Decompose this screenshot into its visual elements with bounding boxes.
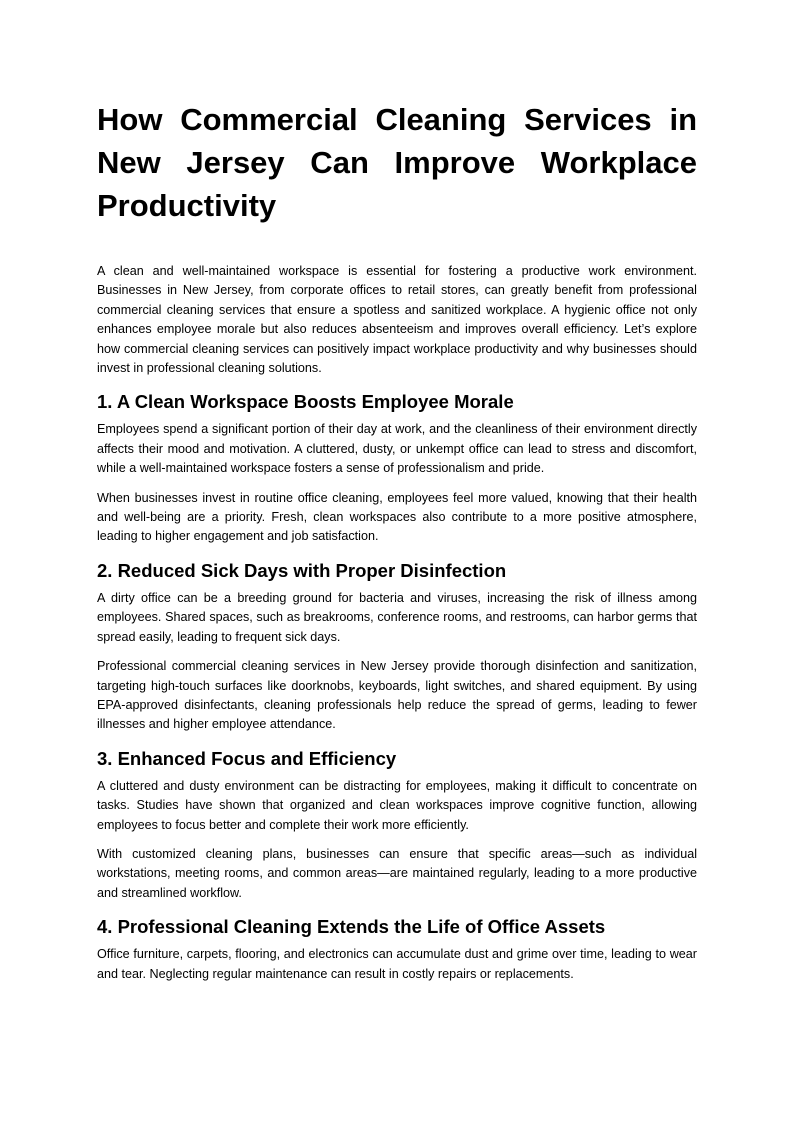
section-heading: 4. Professional Cleaning Extends the Life of Office Assets: [97, 916, 606, 938]
section-focus-efficiency: [97, 747, 697, 903]
section-office-assets: [97, 915, 697, 984]
section-paragraph: With customized cleaning plans, businesses can ensure that specific areas—such as individual workstations, meeting rooms, and common areas—are maintained regularly, leading to a more productive and streamlined workflow.: [97, 846, 697, 900]
document-page: [97, 98, 697, 994]
section-employee-morale: [97, 390, 697, 546]
section-heading: 1. A Clean Workspace Boosts Employee Morale: [97, 391, 514, 413]
section-paragraph: Professional commercial cleaning services in New Jersey provide thorough disinfection and sanitization, targeting high-touch surfaces like doorknobs, keyboards, light switches, and shared equipment. By using EPA-approved disinfectants, cleaning professionals help reduce the spread of germs, leading to fewer illnesses and higher employee attendance.: [97, 659, 697, 732]
section-paragraph: When businesses invest in routine office cleaning, employees feel more valued, knowing that their health and well-being are a priority. Fresh, clean workspaces also contribute to a more positive atmosphere, leading to higher engagement and job satisfaction.: [97, 490, 697, 544]
page-title: How Commercial Cleaning Services in New Jersey Can Improve Workplace Productivity: [97, 102, 697, 223]
section-heading: 2. Reduced Sick Days with Proper Disinfection: [97, 559, 507, 581]
section-paragraph: Employees spend a significant portion of their day at work, and the cleanliness of their environment directly affects their mood and motivation. A cluttered, dusty, or unkempt office can lead to stress and discomfort, while a well-maintained workspace fosters a sense of professionalism and pride.: [97, 422, 697, 476]
section-paragraph: A cluttered and dusty environment can be distracting for employees, making it difficult to concentrate on tasks. Studies have shown that organized and clean workspaces improve cognitive function, allowing employees to focus better and complete their work more efficiently.: [97, 778, 697, 832]
section-paragraph: Office furniture, carpets, flooring, and electronics can accumulate dust and grime over time, leading to wear and tear. Neglecting regular maintenance can result in costly repairs or replacements.: [97, 947, 697, 981]
intro-paragraph: A clean and well-maintained workspace is essential for fostering a productive work environment. Businesses in New Jersey, from corporate offices to retail stores, can greatly benefit from professional commercial cleaning services that ensure a spotless and sanitized workplace. A hygienic office not only enhances employee morale but also reduces absenteeism and improves overall efficiency. Let’s explore how commercial cleaning services can positively impact workplace productivity and why businesses should invest in professional cleaning solutions.: [97, 264, 697, 376]
section-heading: 3. Enhanced Focus and Efficiency: [97, 747, 397, 769]
section-sick-days: [97, 559, 697, 735]
section-paragraph: A dirty office can be a breeding ground for bacteria and viruses, increasing the risk of illness among employees. Shared spaces, such as breakrooms, conference rooms, and restrooms, can harbor germs that spread easily, leading to frequent sick days.: [97, 590, 697, 644]
